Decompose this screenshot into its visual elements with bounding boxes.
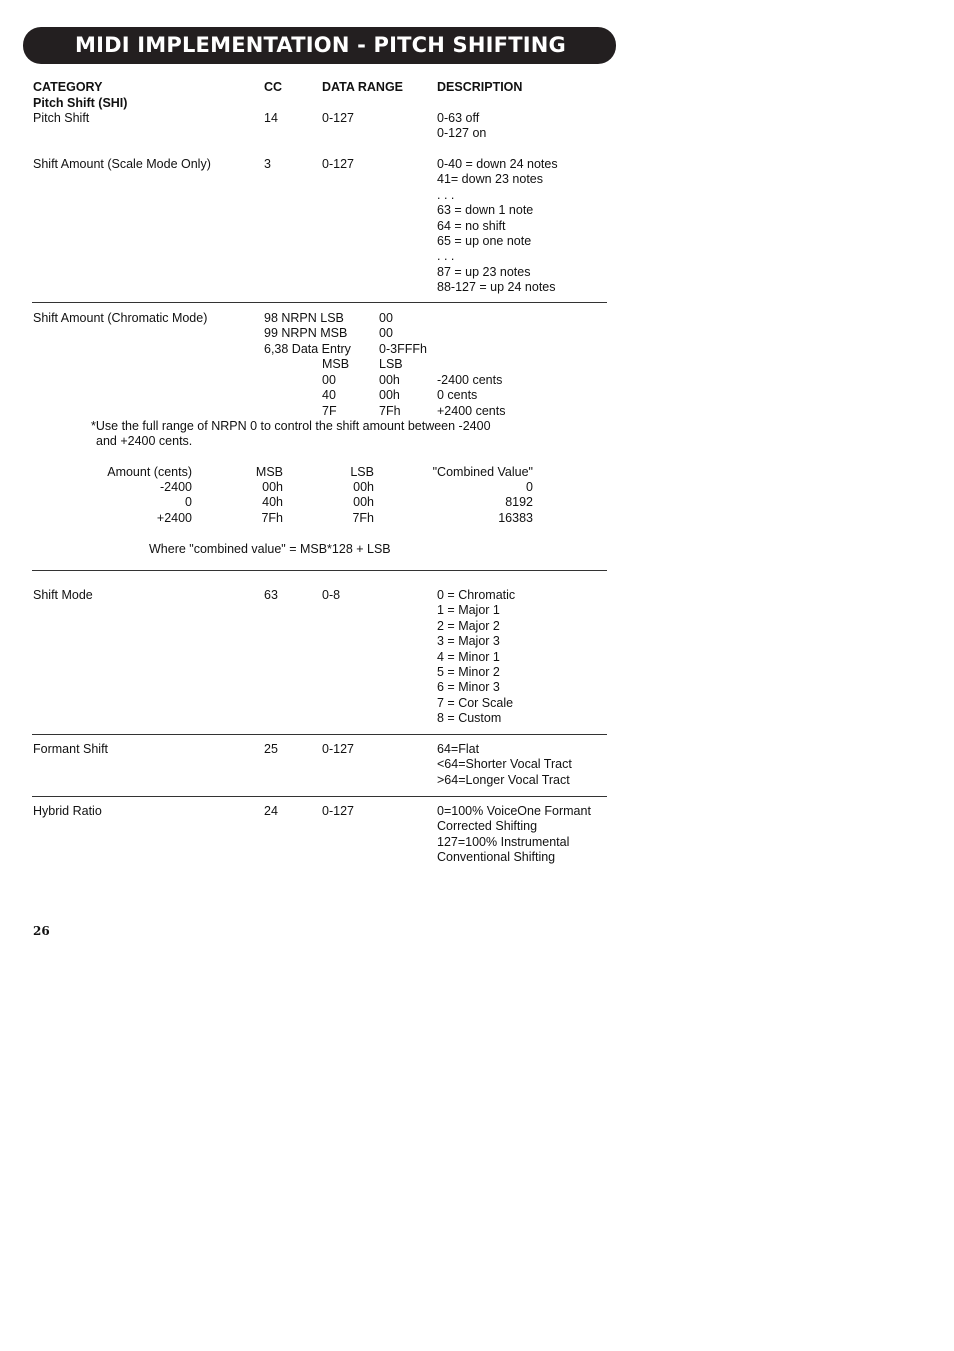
header-cc: CC (264, 80, 283, 94)
msb-values (322, 373, 337, 419)
range-cell: 0-127 (322, 157, 354, 171)
description-line: 63 = down 1 note (437, 203, 534, 218)
lsb-value: 7Fh (379, 403, 401, 418)
cc-cell: 3 (264, 157, 271, 171)
divider (32, 734, 607, 735)
cents-value: 0 cents (437, 388, 478, 403)
nrpn-value: 00 (379, 326, 393, 341)
description-cell (437, 804, 591, 866)
description-line: <64=Shorter Vocal Tract (437, 757, 572, 772)
description-line: 3 = Major 3 (437, 634, 500, 649)
description-line: 0-40 = down 24 notes (437, 157, 558, 171)
msb-column (261, 480, 283, 526)
msb-value: 40 (322, 388, 336, 403)
cents-value: -2400 cents (437, 373, 503, 387)
msb-value: 7F (322, 403, 337, 418)
description-line: 87 = up 23 notes (437, 264, 531, 279)
description-line: Corrected Shifting (437, 819, 538, 834)
category-cell: Pitch Shift (33, 111, 90, 125)
table-cell: 0 (185, 495, 192, 510)
table-cell: 00h (353, 495, 374, 510)
description-line: >64=Longer Vocal Tract (437, 772, 570, 787)
description-line: 41= down 23 notes (437, 172, 543, 187)
nrpn-line: 98 NRPN LSB (264, 311, 344, 325)
table-cell: 40h (262, 495, 283, 510)
description-line: 0-127 on (437, 126, 487, 141)
description-line: 1 = Major 1 (437, 603, 500, 618)
description-line: 64 = no shift (437, 218, 506, 233)
description-cell (437, 588, 515, 727)
range-cell: 0-127 (322, 804, 354, 818)
divider (32, 796, 607, 797)
page-number: 26 (33, 924, 50, 938)
table-header: LSB (350, 465, 374, 479)
header-category: CATEGORY (33, 80, 103, 94)
page-title: MIDI IMPLEMENTATION - PITCH SHIFTING (75, 33, 566, 57)
nrpn-column (264, 311, 351, 357)
description-cell (437, 157, 558, 296)
lsb-value: 00h (379, 388, 400, 403)
description-line: . . . (437, 249, 455, 264)
description-line: 0=100% VoiceOne Formant (437, 804, 591, 818)
cc-cell: 24 (264, 804, 278, 818)
cc-cell: 25 (264, 742, 278, 756)
title-banner (23, 27, 616, 64)
table-cell: 16383 (498, 510, 533, 525)
description-line: 8 = Custom (437, 711, 502, 726)
range-cell: 0-127 (322, 111, 354, 125)
nrpn-line: 99 NRPN MSB (264, 326, 348, 341)
nrpn-line: 6,38 Data Entry (264, 341, 351, 356)
table-header: Amount (cents) (107, 465, 192, 479)
description-line: 0-63 off (437, 111, 480, 125)
group-title: Pitch Shift (SHI) (33, 96, 128, 110)
lsb-column (352, 480, 374, 526)
description-line: Conventional Shifting (437, 850, 556, 865)
divider (32, 302, 607, 303)
table-cell: 0 (526, 480, 533, 494)
range-note: *Use the full range of NRPN 0 to control the shift amount between -2400 (91, 419, 491, 433)
table-header: MSB (255, 465, 283, 479)
cents-value: +2400 cents (437, 403, 506, 418)
divider (32, 570, 607, 571)
description-line: 2 = Major 2 (437, 618, 500, 633)
msb-subheader: MSB (322, 357, 350, 371)
lsb-values (379, 373, 401, 419)
range-note: and +2400 cents. (96, 434, 193, 448)
nrpn-value: 0-3FFFh (379, 341, 427, 356)
table-cell: -2400 (160, 480, 192, 494)
lsb-value: 00h (379, 373, 400, 387)
table-cell: 8192 (505, 495, 533, 510)
nrpn-value: 00 (379, 311, 393, 325)
table-cell: +2400 (156, 510, 192, 525)
combined-column (498, 480, 533, 526)
table-cell: 00h (353, 480, 374, 494)
header-description: DESCRIPTION (437, 80, 523, 94)
range-cell: 0-127 (322, 742, 354, 756)
description-cell (437, 111, 486, 142)
description-line: 88-127 = up 24 notes (437, 280, 556, 295)
cents-values (437, 373, 505, 419)
category-cell: Shift Amount (Chromatic Mode) (33, 311, 208, 325)
description-line: 64=Flat (437, 742, 480, 756)
range-cell: 0-8 (322, 588, 341, 602)
description-line: 127=100% Instrumental (437, 834, 570, 849)
header-data-range: DATA RANGE (322, 80, 404, 94)
description-cell (437, 742, 572, 788)
cc-cell: 63 (264, 588, 278, 602)
description-line: 0 = Chromatic (437, 588, 516, 602)
category-cell: Shift Mode (33, 588, 93, 602)
msb-value: 00 (322, 373, 336, 387)
category-cell: Hybrid Ratio (33, 804, 102, 818)
description-line: . . . (437, 187, 455, 202)
table-header: "Combined Value" (432, 465, 533, 479)
table-cell: 7Fh (352, 510, 374, 525)
table-cell: 00h (262, 480, 283, 494)
category-cell: Formant Shift (33, 742, 109, 756)
description-line: 65 = up one note (437, 233, 532, 248)
formula: Where "combined value" = MSB*128 + LSB (149, 542, 391, 556)
cc-cell: 14 (264, 111, 278, 125)
description-line: 5 = Minor 2 (437, 664, 500, 679)
description-line: 7 = Cor Scale (437, 695, 514, 710)
category-cell: Shift Amount (Scale Mode Only) (33, 157, 211, 171)
description-line: 6 = Minor 3 (437, 680, 500, 695)
nrpn-value-column (379, 311, 427, 357)
table-cell: 7Fh (261, 510, 283, 525)
description-line: 4 = Minor 1 (437, 649, 500, 664)
amount-column (157, 480, 192, 526)
lsb-subheader: LSB (379, 357, 403, 371)
